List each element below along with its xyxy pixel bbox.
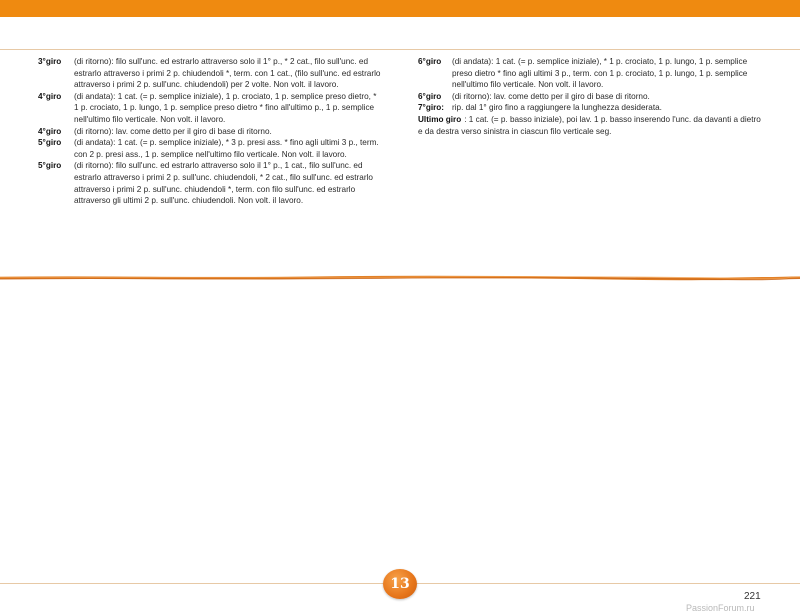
round-label: Ultimo giro: [418, 114, 462, 124]
page-number: 221: [744, 591, 761, 602]
instruction-entry: [38, 160, 383, 206]
right-column: [418, 56, 763, 137]
round-text: (di andata): 1 cat. (= p. semplice iniziale), 1 p. crociato, 1 p. semplice preso dietro, * 1 p. crociato, 1 p. lungo, 1 p. semplice preso dietro * fino all'ultimo p., 1 p. semplice nell'ultimo filo verticale. Non volt. il lavoro.: [74, 91, 377, 124]
round-text: (di andata): 1 cat. (= p. semplice iniziale), * 3 p. presi ass. * fino agli ultimi 3 p., term. con 2 p. presi ass., 1 p. semplice nell'ultimo filo verticale. Non volt. il lavoro.: [74, 138, 379, 159]
instruction-entry: [38, 137, 383, 160]
left-column: [38, 56, 383, 207]
round-label: 5°giro: [38, 161, 62, 171]
round-text-final: [418, 114, 763, 137]
round-text: (di ritorno): filo sull'unc. ed estrarlo attraverso solo il 1° p., * 2 cat., filo sull'unc. ed estrarlo attraverso i primi 2 p. chiudendoli *, term. con 1 cat., (filo sull'unc. ed estrarlo attraverso i primi 2 p. sull'unc. chiudendoli) per 2 volte. Non volt. il lavoro.: [74, 57, 381, 90]
round-label: 4°giro: [38, 126, 62, 136]
round-text: (di ritorno): lav. come detto per il giro di base di ritorno.: [74, 126, 272, 136]
round-text: rip. dal 1° giro fino a raggiungere la lunghezza desiderata.: [452, 103, 662, 113]
round-text: (di ritorno): lav. come detto per il giro di base di ritorno.: [452, 91, 650, 101]
instruction-entry: [418, 114, 763, 137]
round-text: (di andata): 1 cat. (= p. semplice iniziale), * 1 p. crociato, 1 p. lungo, 1 p. semplice preso dietro * fino agli ultimi 3 p., term. con 1 p. crociato, 1 p. lungo, 1 p. semplice nell'ultimo filo verticale. Non volt. il lavoro.: [452, 57, 748, 90]
yarn-ball-badge: 13: [383, 569, 417, 599]
round-label: 7°giro:: [418, 103, 445, 113]
round-text: : 1 cat. (= p. basso iniziale), poi lav. 1 p. basso inserendo l'unc. da davanti a dietro e da destra verso sinistra in ciascun filo verticale seg.: [418, 114, 761, 136]
instruction-entry: [418, 91, 763, 103]
top-rule: [0, 49, 800, 50]
round-text: (di ritorno): filo sull'unc. ed estrarlo attraverso solo il 1° p., 1 cat., filo sull'unc. ed estrarlo attraverso i primi 2 p. sull'unc. chiudendoli, * 2 cat., filo sull'unc. ed estrarlo attraverso i primi 2 p. sull'unc. chiudendoli *, term. con filo sull'unc. ed estrarlo attraverso gli ultimi 2 p. sull'unc. chiudendoli. Non volt. il lavoro.: [74, 161, 373, 206]
round-label: 4°giro: [38, 91, 62, 101]
instruction-entry: [38, 91, 383, 126]
instruction-entry: [38, 126, 383, 138]
instruction-entry: [418, 102, 763, 114]
round-label: 6°giro: [418, 91, 442, 101]
round-label: 3°giro: [38, 57, 62, 66]
top-accent-bar: [0, 0, 800, 17]
instruction-entry: [38, 56, 383, 91]
watermark: PassionForum.ru: [686, 603, 755, 613]
instruction-entry: [418, 56, 763, 91]
yarn-divider: [0, 273, 800, 283]
round-label: 5°giro: [38, 138, 62, 148]
round-label: 6°giro: [418, 57, 442, 66]
